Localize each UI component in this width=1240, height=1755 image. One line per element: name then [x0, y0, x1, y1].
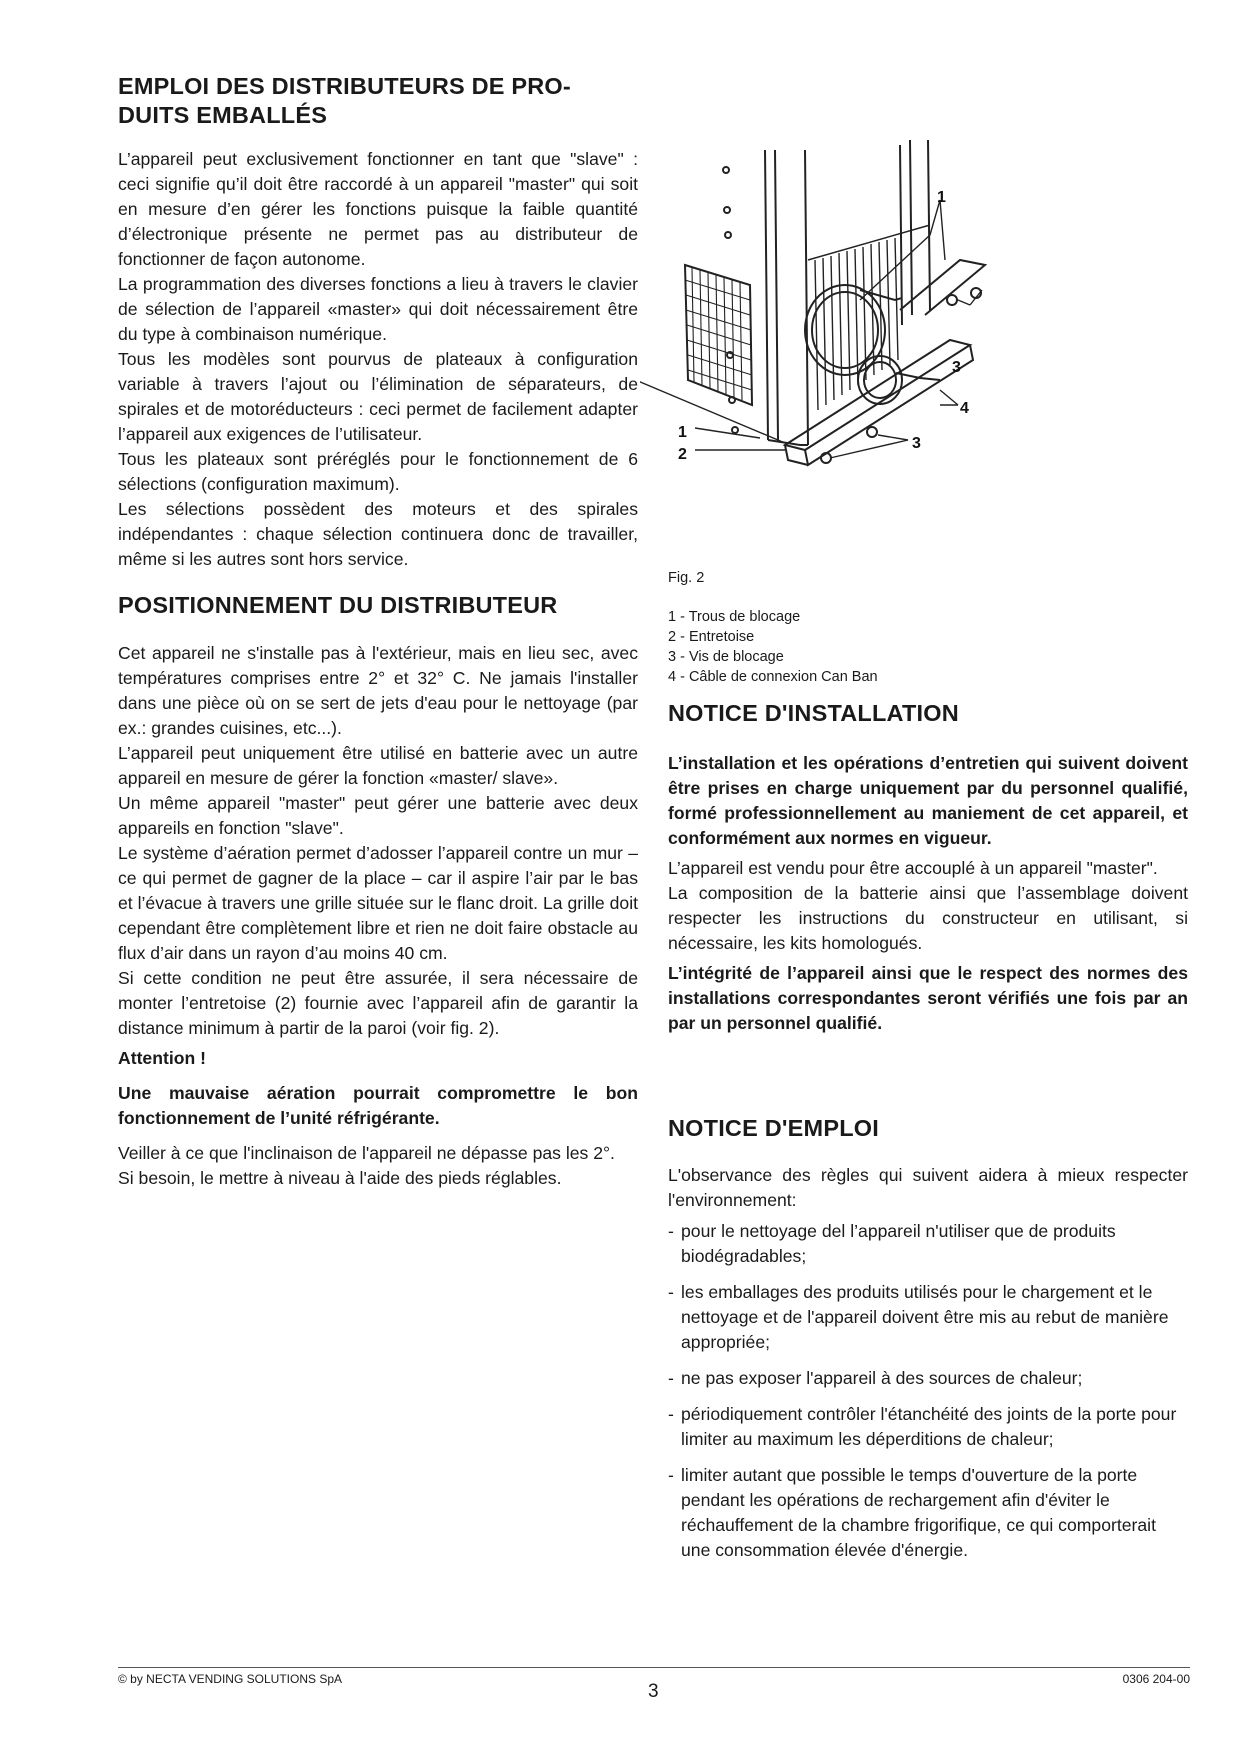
- paragraph: La composition de la batterie ainsi que l’assemblage doivent respecter les instructions du constructeur en utilisant, si nécessaire, les kits homologués.: [668, 883, 1188, 953]
- callout-1-top: 1: [937, 189, 946, 206]
- warning-text: Une mauvaise aération pourrait compromettre le bon fonctionnement de l’unité réfrigérante.: [118, 1083, 638, 1128]
- paragraph: Tous les plateaux sont préréglés pour le fonctionnement de 6 sélections (configuration maximum).: [118, 449, 638, 494]
- section-positionnement: [118, 591, 638, 620]
- paragraph: Un même appareil "master" peut gérer une batterie avec deux appareils en fonction "slave".: [118, 793, 638, 838]
- figure-2: [640, 140, 1080, 530]
- environment-list: [668, 1219, 1188, 1563]
- section-positionnement-body: [118, 641, 638, 1191]
- callout-1-left: 1: [678, 424, 687, 441]
- footer-copyright: © by NECTA VENDING SOLUTIONS SpA: [118, 1672, 343, 1686]
- paragraph: L'observance des règles qui suivent aidera à mieux respecter l'environnement:: [668, 1165, 1188, 1210]
- section-notice-emploi: [668, 1114, 1188, 1143]
- attention-label: Attention !: [118, 1048, 206, 1068]
- section-title: EMPLOI DES DISTRIBUTEURS DE PRO- DUITS EMBALLÉS: [118, 73, 571, 128]
- paragraph: Le système d’aération permet d’adosser l’appareil contre un mur – ce qui permet de gagner de la place – car il aspire l’air par le bas et l’évacue à travers une grille située sur le flanc droit. La grille doit cependant être complètement libre et rien ne doit faire obstacle au flux d’air dans un rayon d’au moins 40 cm.: [118, 843, 638, 963]
- paragraph: Les sélections possèdent des moteurs et des spirales indépendantes : chaque sélection continuera donc de travailler, même si les autres sont hors service.: [118, 499, 638, 569]
- paragraph: L’appareil est vendu pour être accouplé à un appareil "master".: [668, 858, 1158, 878]
- section-emploi-distributeurs: [118, 72, 638, 130]
- section-title: NOTICE D'INSTALLATION: [668, 700, 959, 726]
- section-emploi-body: [118, 147, 638, 572]
- page-number: 3: [648, 1681, 659, 1702]
- legend-item: 1 - Trous de blocage: [668, 609, 801, 625]
- legend-item: 2 - Entretoise: [668, 629, 755, 645]
- paragraph: Tous les modèles sont pourvus de plateaux à configuration variable à travers l’ajout ou l’élimination de séparateurs, de spirales et de motoréducteurs : ceci permet de facilement adapter l’appareil aux exigences de l’utilisateur.: [118, 349, 638, 444]
- callout-3-right: 3: [952, 359, 961, 376]
- section-installation-body: [668, 751, 1188, 1036]
- section-title: NOTICE D'EMPLOI: [668, 1115, 879, 1141]
- callout-4: 4: [960, 400, 969, 417]
- figure-legend: [668, 607, 878, 687]
- section-notice-installation: [668, 699, 1188, 728]
- legend-item: 3 - Vis de blocage: [668, 649, 784, 665]
- list-item: - périodiquement contrôler l'étanchéité des joints de la porte pour limiter au maximum les déperditions de chaleur;: [668, 1404, 1177, 1449]
- list-item: - pour le nettoyage del l’appareil n'utiliser que de produits biodégradables;: [668, 1221, 1116, 1266]
- paragraph: L’appareil peut exclusivement fonctionner en tant que "slave" : ceci signifie qu’il doit être raccordé à un appareil "master" qui soit en mesure d’en gérer les fonctions puisque la faible quantité d’électronique présente ne permet pas au distributeur de fonctionner de façon autonome.: [118, 149, 638, 269]
- list-item: - les emballages des produits utilisés pour le chargement et le nettoyage et de l'appareil doivent être mis au rebut de manière appropriée;: [668, 1282, 1169, 1352]
- list-item: - limiter autant que possible le temps d'ouverture de la porte pendant les opérations de rechargement afin d'éviter le réchauffement de la chambre frigorifique, ce qui comporterait une consommation élevée d'énergie.: [668, 1465, 1156, 1560]
- legend-item: 4 - Câble de connexion Can Ban: [668, 669, 878, 685]
- paragraph: Si besoin, le mettre à niveau à l'aide des pieds réglables.: [118, 1168, 562, 1188]
- section-title: POSITIONNEMENT DU DISTRIBUTEUR: [118, 592, 558, 618]
- document-code: 0306 204-00: [1122, 1672, 1190, 1686]
- paragraph: L’appareil peut uniquement être utilisé en batterie avec un autre appareil en mesure de gérer la fonction «master/ slave».: [118, 743, 638, 788]
- callout-3-bottom: 3: [912, 435, 921, 452]
- list-item: - ne pas exposer l'appareil à des sources de chaleur;: [668, 1368, 1083, 1388]
- installation-drawing: [640, 140, 1080, 530]
- paragraph: La programmation des diverses fonctions a lieu à travers le clavier de sélection de l’appareil «master» qui doit nécessairement être du type à combinaison numérique.: [118, 274, 638, 344]
- figure-caption: Fig. 2: [668, 570, 705, 586]
- callout-2: 2: [678, 446, 687, 463]
- footer-divider: [118, 1667, 1190, 1668]
- paragraph: Si cette condition ne peut être assurée, il sera nécessaire de monter l’entretoise (2) fournie avec l’appareil afin de garantir la distance minimum à partir de la paroi (voir fig. 2).: [118, 968, 638, 1038]
- bold-notice: L’installation et les opérations d’entretien qui suivent doivent être prises en charge uniquement par du personnel qualifié, formé professionnellement au maniement de cet appareil, et conformément aux normes en vigueur.: [668, 753, 1188, 848]
- paragraph: Cet appareil ne s'installe pas à l'extérieur, mais en lieu sec, avec températures comprises entre 2° et 32° C. Ne jamais l'installer dans une pièce où on se sert de jets d'eau pour le nettoyage (par ex.: grandes cuisines, etc...).: [118, 643, 638, 738]
- section-emploi-notice-body: [668, 1163, 1188, 1574]
- paragraph: Veiller à ce que l'inclinaison de l'appareil ne dépasse pas les 2°.: [118, 1143, 615, 1163]
- bold-notice: L’intégrité de l’appareil ainsi que le respect des normes des installations correspondantes seront vérifiés une fois par an par un personnel qualifié.: [668, 963, 1188, 1033]
